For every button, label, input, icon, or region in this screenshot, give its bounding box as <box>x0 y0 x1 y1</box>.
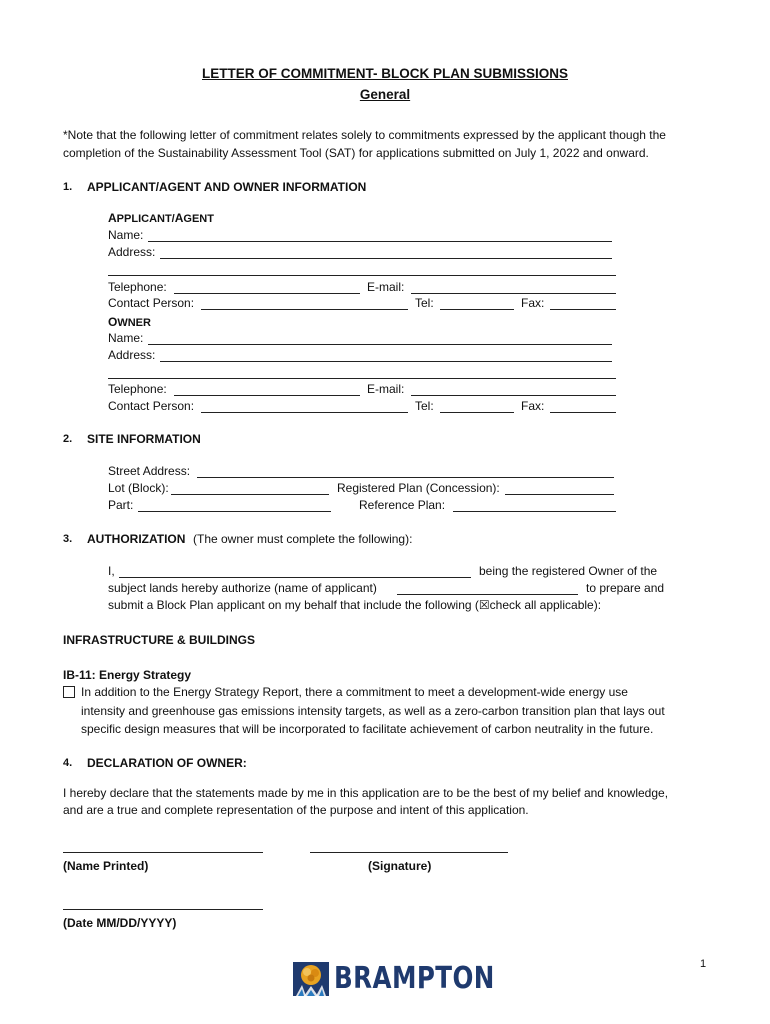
infrastructure-heading: INFRASTRUCTURE & BUILDINGS <box>63 633 255 647</box>
applicant-email-label: E-mail: <box>367 280 405 294</box>
owner-contact-label: Contact Person: <box>108 399 195 413</box>
brampton-logo <box>292 960 495 998</box>
owner-name-authorization-field[interactable] <box>119 577 471 578</box>
note-line-2: completion of the Sustainability Assessment Tool (SAT) for applications submitted on July 1, 2022 and onward. <box>63 146 649 160</box>
owner-address-field-2[interactable] <box>108 378 616 379</box>
section-3-instruction: (The owner must complete the following): <box>193 532 413 546</box>
owner-fax-label: Fax: <box>521 399 545 413</box>
applicant-name-field[interactable] <box>148 241 612 242</box>
owner-tel-label: Tel: <box>415 399 434 413</box>
reference-plan-field[interactable] <box>453 511 616 512</box>
applicant-contact-field[interactable] <box>201 309 408 310</box>
signature-field[interactable] <box>310 852 508 853</box>
section-3-title: AUTHORIZATION <box>87 532 186 546</box>
ib-11-line-1: In addition to the Energy Strategy Report, there a commitment to meet a development-wide energy use <box>81 685 628 699</box>
owner-telephone-field[interactable] <box>174 395 360 396</box>
date-label: (Date MM/DD/YYYY) <box>63 916 177 930</box>
applicant-tel-field[interactable] <box>440 309 514 310</box>
lot-block-label: Lot (Block): <box>108 481 169 495</box>
authorization-line-1-start: I, <box>108 564 115 578</box>
owner-email-label: E-mail: <box>367 382 405 396</box>
document-subtitle: General <box>359 87 411 102</box>
part-label: Part: <box>108 498 134 512</box>
authorization-line-1-end: being the registered Owner of the <box>479 564 658 578</box>
applicant-fax-label: Fax: <box>521 296 545 310</box>
section-1-title: APPLICANT/AGENT AND OWNER INFORMATION <box>87 180 367 194</box>
section-3-number: 3. <box>63 533 73 545</box>
document-title: LETTER OF COMMITMENT- BLOCK PLAN SUBMISSIONS <box>202 66 568 81</box>
ib-11-line-3: specific design measures that will be incorporated to facilitate achievement of carbon neutrality in the future. <box>81 722 654 736</box>
applicant-address-field[interactable] <box>160 258 612 259</box>
authorization-line-3: submit a Block Plan applicant on my behalf that include the following (☒check all applicable): <box>108 598 602 612</box>
authorization-line-2-end: to prepare and <box>586 581 665 595</box>
checked-box-icon: ☒ <box>478 598 490 612</box>
applicant-email-field[interactable] <box>411 293 616 294</box>
lot-block-field[interactable] <box>171 494 329 495</box>
declaration-line-2: and are a true and complete representation of the purpose and intent of this application. <box>63 803 529 817</box>
street-address-field[interactable] <box>197 477 614 478</box>
owner-address-label: Address: <box>108 348 156 362</box>
owner-address-field[interactable] <box>160 361 612 362</box>
ib-11-line-2: intensity and greenhouse gas emissions intensity targets, as well as a zero-carbon transition plan that lays out <box>81 704 665 718</box>
section-4-title: DECLARATION OF OWNER: <box>87 756 247 770</box>
part-field[interactable] <box>138 511 331 512</box>
owner-telephone-label: Telephone: <box>108 382 167 396</box>
owner-fax-field[interactable] <box>550 412 616 413</box>
owner-name-label: Name: <box>108 331 144 345</box>
owner-heading: OWNER <box>108 315 151 329</box>
owner-name-field[interactable] <box>148 344 612 345</box>
applicant-fax-field[interactable] <box>550 309 616 310</box>
applicant-tel-label: Tel: <box>415 296 434 310</box>
registered-plan-label: Registered Plan (Concession): <box>337 481 500 495</box>
applicant-name-label: Name: <box>108 228 144 242</box>
page-number: 1 <box>700 958 707 970</box>
owner-tel-field[interactable] <box>440 412 514 413</box>
applicant-telephone-label: Telephone: <box>108 280 167 294</box>
name-printed-field[interactable] <box>63 852 263 853</box>
name-printed-label: (Name Printed) <box>63 859 149 873</box>
street-address-label: Street Address: <box>108 464 191 478</box>
applicant-telephone-field[interactable] <box>174 293 360 294</box>
owner-contact-field[interactable] <box>201 412 408 413</box>
declaration-line-1: I hereby declare that the statements made by me in this application are to be the best of my belief and knowledge, <box>63 786 669 800</box>
date-field[interactable] <box>63 909 263 910</box>
applicant-agent-heading: APPLICANT/AGENT <box>108 211 214 225</box>
section-4-number: 4. <box>63 757 73 769</box>
applicant-address-label: Address: <box>108 245 156 259</box>
ib-11-checkbox[interactable] <box>63 686 75 698</box>
signature-label: (Signature) <box>368 859 432 873</box>
brampton-flower-icon <box>292 961 330 997</box>
brampton-logo-text: BRAMPTON <box>334 961 495 996</box>
reference-plan-label: Reference Plan: <box>359 498 446 512</box>
section-1-number: 1. <box>63 181 73 193</box>
applicant-address-field-2[interactable] <box>108 275 616 276</box>
note-line-1: *Note that the following letter of commitment relates solely to commitments expressed by the applicant though the <box>63 128 666 142</box>
section-2-title: SITE INFORMATION <box>87 432 201 446</box>
authorization-line-2-start: subject lands hereby authorize (name of applicant) <box>108 581 377 595</box>
section-2-number: 2. <box>63 433 73 445</box>
applicant-contact-label: Contact Person: <box>108 296 195 310</box>
registered-plan-field[interactable] <box>505 494 614 495</box>
ib-11-heading: IB-11: Energy Strategy <box>63 668 192 682</box>
applicant-name-authorization-field[interactable] <box>397 594 578 595</box>
owner-email-field[interactable] <box>411 395 616 396</box>
